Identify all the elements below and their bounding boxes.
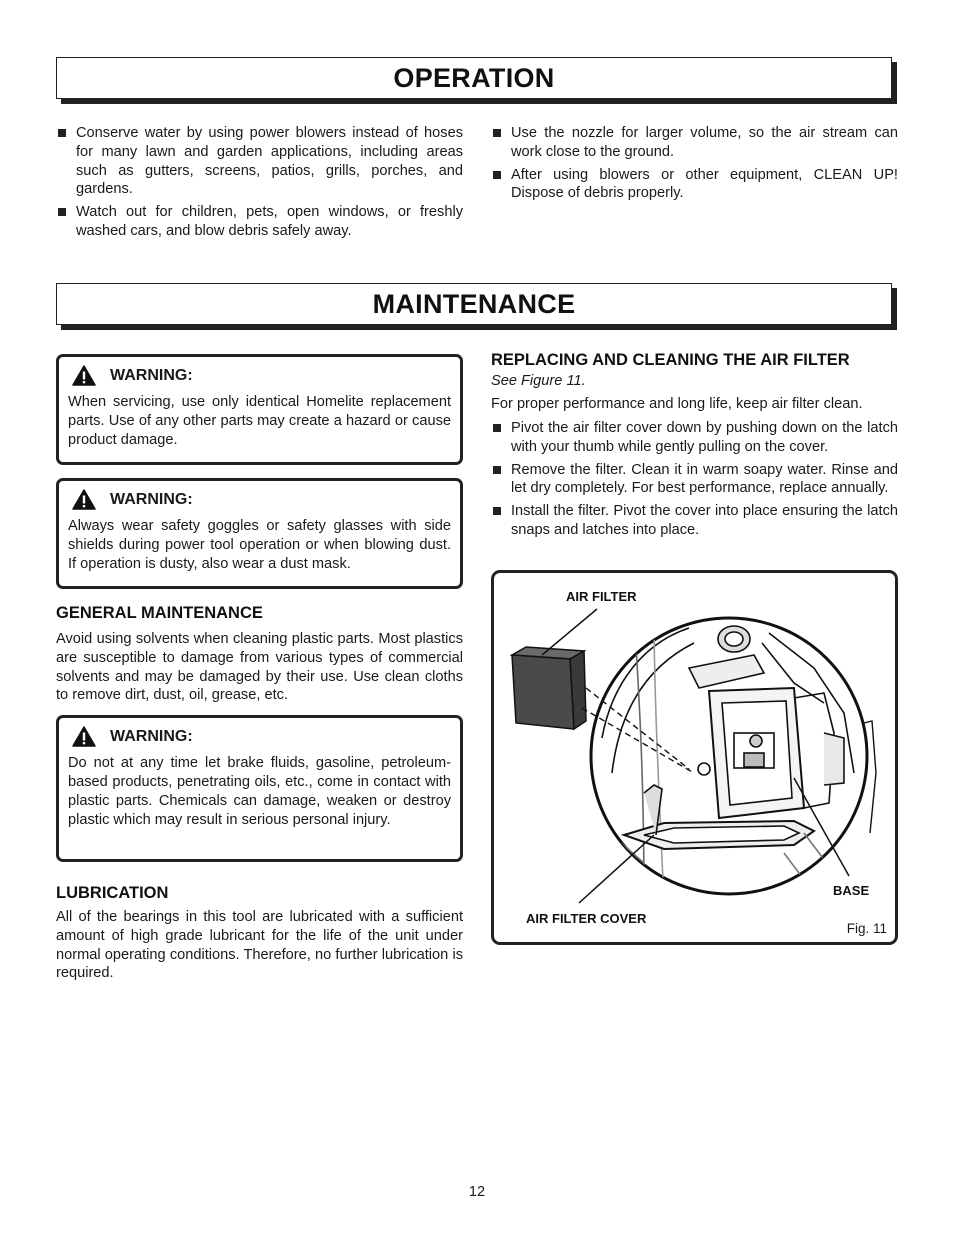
see-figure-reference: See Figure 11. — [491, 373, 586, 389]
page-number: 12 — [468, 1184, 486, 1200]
list-item: Pivot the air filter cover down by pushing down on the latch with your thumb while gently pulling on the cover. — [491, 419, 898, 457]
list-item: Install the filter. Pivot the cover into place ensuring the latch snaps and latches into place. — [491, 502, 898, 540]
warning-triangle-icon — [72, 365, 96, 386]
warning-label: WARNING: — [110, 490, 193, 508]
general-maintenance-text: Avoid using solvents when cleaning plastic parts. Most plastics are susceptible to damage from various types of commercial solvents and may be damaged by their use. Use clean cloths to remove dirt, dust, oil, grease, etc. — [56, 631, 463, 704]
air-filter-label: AIR FILTER — [566, 589, 637, 604]
warning-text: Do not at any time let brake fluids, gasoline, petroleum-based products, penetrating oils, etc., come in contact with plastic parts. Chemicals can damage, weaken or destroy plastic which may result in serious personal injury. — [68, 755, 451, 828]
warning-box-replacement-parts — [56, 354, 463, 465]
air-filter-heading: REPLACING AND CLEANING THE AIR FILTER — [491, 351, 850, 369]
warning-text: When servicing, use only identical Homelite replacement parts. Use of any other parts may create a hazard or cause product damage. — [68, 394, 451, 448]
lubrication-heading: LUBRICATION — [56, 884, 169, 902]
operation-left-column — [56, 124, 463, 245]
list-item: Remove the filter. Clean it in warm soapy water. Rinse and let dry completely. For best performance, replace annually. — [491, 461, 898, 499]
list-item: Conserve water by using power blowers instead of hoses for many lawn and garden applications, including areas such as gutters, screens, patios, grills, porches, and gardens. — [56, 124, 463, 199]
warning-box-safety-goggles — [56, 478, 463, 589]
list-item: Use the nozzle for larger volume, so the air stream can work close to the ground. — [491, 124, 898, 162]
air-filter-steps — [491, 419, 898, 544]
maintenance-title: MAINTENANCE — [372, 288, 576, 319]
figure-11 — [491, 570, 898, 945]
lubrication-text: All of the bearings in this tool are lubricated with a sufficient amount of high grade lubricant for the life of the unit under normal operating conditions. Therefore, no further lubrication is required. — [56, 909, 463, 982]
base-label: BASE — [833, 883, 870, 898]
general-maintenance-heading: GENERAL MAINTENANCE — [56, 604, 263, 622]
warning-text: Always wear safety goggles or safety glasses with side shields during power tool operation or when blowing dust. If operation is dusty, also wear a dust mask. — [68, 518, 451, 572]
operation-banner — [56, 57, 892, 99]
warning-label: WARNING: — [110, 727, 193, 745]
air-filter-part — [512, 647, 586, 729]
warning-box-chemicals — [56, 715, 463, 862]
list-item: After using blowers or other equipment, CLEAN UP! Dispose of debris properly. — [491, 166, 898, 204]
warning-triangle-icon — [72, 489, 96, 510]
maintenance-banner — [56, 283, 892, 325]
operation-right-column — [491, 124, 898, 207]
list-item: Watch out for children, pets, open windows, or freshly washed cars, and blow debris safely away. — [56, 203, 463, 241]
warning-label: WARNING: — [110, 366, 193, 384]
figure-caption: Fig. 11 — [846, 921, 887, 936]
air-filter-intro: For proper performance and long life, keep air filter clean. — [491, 396, 863, 412]
air-filter-cover-label: AIR FILTER COVER — [526, 911, 647, 926]
operation-title: OPERATION — [393, 62, 555, 93]
warning-triangle-icon — [72, 726, 96, 747]
